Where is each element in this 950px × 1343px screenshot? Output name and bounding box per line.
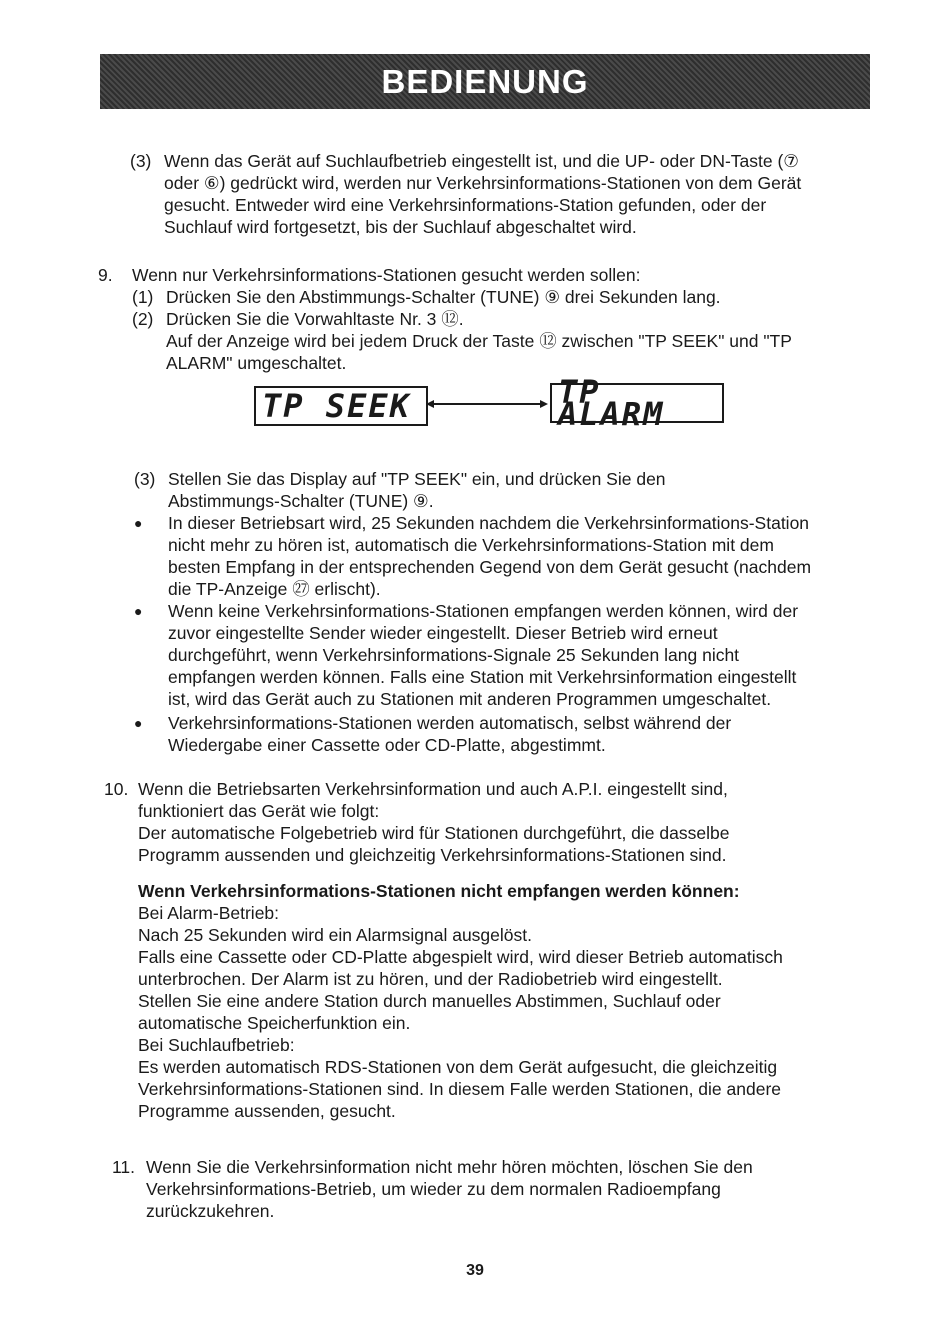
text-line: besten Empfang in der entsprechenden Gegend von dem Gerät gesucht (nachdem (168, 557, 812, 577)
text-line: Wenn keine Verkehrsinformations-Stationen empfangen werden können, wird der (168, 601, 799, 621)
bullet-text (168, 512, 811, 600)
double-arrow-line (432, 403, 542, 405)
step-number: (1) (132, 287, 154, 307)
item-9 (98, 264, 888, 286)
section-a (130, 150, 890, 238)
lcd-text: TP SEEK (262, 387, 411, 425)
text-line: zurückzukehren. (146, 1201, 275, 1221)
text-line: Wenn die Betriebsarten Verkehrsinformation und auch A.P.I. eingestellt sind, (138, 779, 728, 799)
lcd-display-tp-alarm (550, 373, 724, 433)
item-9-text: Wenn nur Verkehrsinformations-Stationen gesucht werden sollen: (132, 265, 641, 285)
text-line: Falls eine Cassette oder CD-Platte abgespielt wird, wird dieser Betrieb automatisch (138, 947, 783, 967)
text-line: die TP-Anzeige ㉗ erlischt). (168, 579, 381, 599)
section-a-text (164, 150, 801, 238)
item-11 (112, 1156, 892, 1222)
text-line: Wenn Sie die Verkehrsinformation nicht mehr hören möchten, löschen Sie den (146, 1157, 753, 1177)
bullet-item (134, 600, 894, 710)
text-line: Abstimmungs-Schalter (TUNE) ⑨. (168, 491, 434, 511)
text-line: Wenn das Gerät auf Suchlaufbetrieb eingestellt ist, und die UP- oder DN-Taste (⑦ (164, 151, 799, 171)
step-text (168, 468, 666, 512)
text-line: Suchlauf wird fortgesetzt, bis der Suchlauf abgeschaltet wird. (164, 217, 637, 237)
item-9-step-2 (132, 308, 892, 374)
spacer (138, 866, 783, 880)
text-line: unterbrochen. Der Alarm ist zu hören, und der Radiobetrieb wird eingestellt. (138, 969, 723, 989)
item-11-number: 11. (112, 1157, 136, 1177)
text-line: Verkehrsinformations-Betrieb, um wieder zu dem normalen Radioempfang (146, 1179, 721, 1199)
item-11-text (146, 1156, 753, 1222)
text-line: oder ⑥) gedrückt wird, werden nur Verkehrsinformations-Stationen von dem Gerät (164, 173, 802, 193)
page-title: BEDIENUNG (381, 62, 589, 100)
step-text: Drücken Sie den Abstimmungs-Schalter (TUNE) ⑨ drei Sekunden lang. (166, 287, 721, 307)
bullet-item (134, 512, 894, 600)
text-line: Stellen Sie eine andere Station durch manuelles Abstimmen, Suchlauf oder (138, 991, 721, 1011)
arrow-right-icon (540, 400, 548, 408)
text-line: Verkehrsinformations-Stationen werden automatisch, selbst während der (168, 713, 732, 733)
bullet-icon: ● (134, 715, 143, 731)
bullet-text (168, 600, 798, 710)
text-line: Bei Suchlaufbetrieb: (138, 1035, 295, 1055)
bullet-text (168, 712, 731, 756)
bullet-icon: ● (134, 515, 143, 531)
text-line: zuvor eingestellte Sender wieder eingestellt. Dieser Betrieb wird erneut (168, 623, 718, 643)
text-line: nicht mehr zu hören ist, automatisch die Verkehrsinformations-Station mit dem (168, 535, 774, 555)
subheading: Wenn Verkehrsinformations-Stationen nicht empfangen werden können: (138, 881, 740, 901)
text-line: ist, wird das Gerät auch zu Stationen mit anderen Programmen umgeschaltet. (168, 689, 772, 709)
header-bar (100, 54, 870, 109)
item-10-text (138, 778, 783, 1122)
step-number: (3) (134, 469, 156, 489)
bullet-item (134, 712, 894, 756)
bullet-icon: ● (134, 603, 143, 619)
item-9-number: 9. (98, 265, 113, 285)
text-line: empfangen werden können. Falls eine Station mit Verkehrsinformation eingestellt (168, 667, 797, 687)
text-line: Der automatische Folgebetrieb wird für Stationen durchgeführt, die dasselbe (138, 823, 730, 843)
text-line: Programme aussenden, gesucht. (138, 1101, 396, 1121)
text-line: automatische Speicherfunktion ein. (138, 1013, 411, 1033)
text-line: funktioniert das Gerät wie folgt: (138, 801, 380, 821)
text-line: Auf der Anzeige wird bei jedem Druck der Taste ⑫ zwischen "TP SEEK" und "TP (166, 331, 792, 351)
step-text (166, 308, 792, 374)
text-line: ALARM" umgeschaltet. (166, 353, 347, 373)
text-line: Verkehrsinformations-Stationen sind. In diesem Falle werden Stationen, die andere (138, 1079, 782, 1099)
text-line: Drücken Sie die Vorwahltaste Nr. 3 ⑫. (166, 309, 464, 329)
page-number: 39 (466, 1262, 484, 1279)
text-line: Stellen Sie das Display auf "TP SEEK" ein, und drücken Sie den (168, 469, 666, 489)
text-line: Nach 25 Sekunden wird ein Alarmsignal ausgelöst. (138, 925, 532, 945)
lcd-text: TP ALARM (558, 373, 665, 433)
text-line: durchgeführt, wenn Verkehrsinformations-Signale 25 Sekunden lang nicht (168, 645, 740, 665)
lcd-display-tp-seek (254, 386, 428, 426)
item-10-number: 10. (104, 779, 129, 799)
item-9-step-1 (132, 286, 892, 308)
text-line: In dieser Betriebsart wird, 25 Sekunden nachdem die Verkehrsinformations-Station (168, 513, 810, 533)
text-line: Programm aussenden und gleichzeitig Verkehrsinformations-Stationen sind. (138, 845, 727, 865)
step-number: (2) (132, 309, 154, 329)
text-line: gesucht. Entweder wird eine Verkehrsinformations-Station gefunden, oder der (164, 195, 767, 215)
section-a-number: (3) (130, 151, 152, 171)
item-10 (104, 778, 894, 1122)
text-line: Bei Alarm-Betrieb: (138, 903, 280, 923)
text-line: Wiedergabe einer Cassette oder CD-Platte, abgestimmt. (168, 735, 606, 755)
text-line: Es werden automatisch RDS-Stationen von dem Gerät aufgesucht, die gleichzeitig (138, 1057, 778, 1077)
item-9-step-3 (134, 468, 894, 512)
